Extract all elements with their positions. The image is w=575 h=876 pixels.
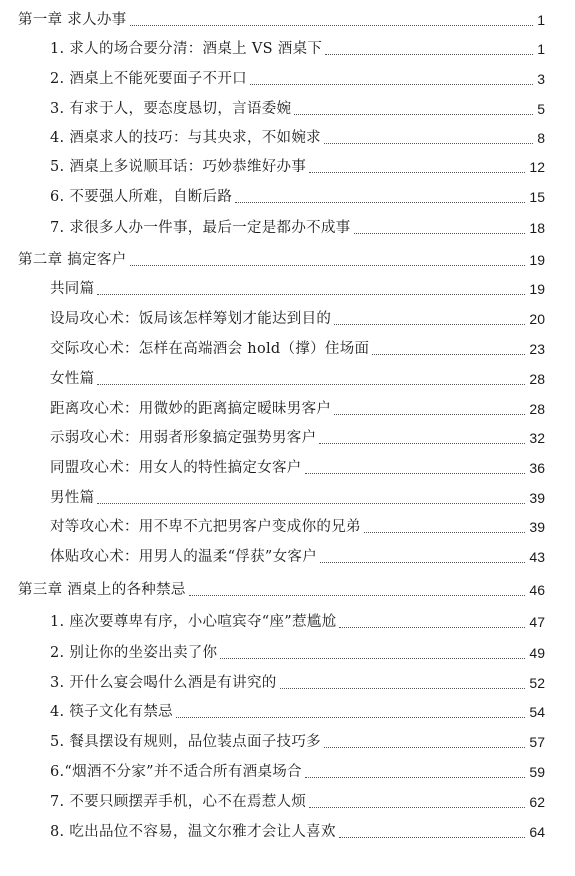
dot-leader	[354, 233, 526, 234]
toc-entry-title: 第一章 求人办事	[18, 12, 127, 28]
toc-entry[interactable]	[50, 62, 545, 88]
toc-entry[interactable]	[50, 605, 545, 631]
toc-entry-title: 4. 筷子文化有禁忌	[50, 704, 173, 720]
toc-entry[interactable]	[50, 150, 545, 176]
toc-entry[interactable]	[50, 755, 545, 781]
toc-entry-title: 1. 求人的场合要分清：酒桌上 VS 酒桌下	[50, 41, 323, 57]
toc-entry-title: 7. 求很多人办一件事，最后一定是都办不成事	[50, 220, 351, 236]
toc-entry[interactable]	[50, 451, 545, 477]
dot-leader	[280, 688, 526, 689]
toc-entry-title: 交际攻心术：怎样在高端酒会 hold（撑）住场面	[50, 341, 370, 357]
toc-entry[interactable]	[50, 695, 545, 721]
toc-entry-title: 7. 不要只顾摆弄手机，心不在焉惹人烦	[50, 794, 307, 810]
toc-entry[interactable]	[50, 302, 545, 328]
toc-entry[interactable]	[50, 725, 545, 751]
dot-leader	[325, 54, 533, 55]
toc-entry-page-number: 19	[529, 252, 545, 268]
toc-entry-page-number: 19	[529, 281, 545, 297]
toc-entry[interactable]	[50, 92, 545, 118]
dot-leader	[130, 25, 534, 26]
toc-entry-page-number: 1	[537, 12, 545, 28]
dot-leader	[250, 84, 533, 85]
dot-leader	[176, 717, 525, 718]
toc-entry-title: 2. 酒桌上不能死要面子不开口	[50, 71, 247, 87]
dot-leader	[97, 503, 525, 504]
dot-leader	[294, 114, 533, 115]
toc-entry[interactable]	[50, 211, 545, 237]
dot-leader	[309, 807, 525, 808]
dot-leader	[319, 443, 525, 444]
toc-entry-page-number: 3	[537, 71, 545, 87]
toc-entry-page-number: 62	[529, 794, 545, 810]
dot-leader	[97, 294, 525, 295]
toc-entry-page-number: 20	[529, 311, 545, 327]
toc-entry-page-number: 23	[529, 341, 545, 357]
toc-entry-title: 距离攻心术：用微妙的距离搞定暧昧男客户	[50, 401, 332, 417]
dot-leader	[364, 532, 526, 533]
toc-entry-title: 共同篇	[50, 281, 95, 297]
toc-entry-page-number: 43	[529, 549, 545, 565]
toc-entry-title: 第三章 酒桌上的各种禁忌	[18, 582, 186, 598]
toc-entry-title: 2. 别让你的坐姿出卖了你	[50, 645, 218, 661]
dot-leader	[130, 265, 526, 266]
toc-entry-title: 示弱攻心术：用弱者形象搞定强势男客户	[50, 430, 317, 446]
toc-entry-title: 4. 酒桌求人的技巧：与其央求，不如婉求	[50, 130, 321, 146]
dot-leader	[309, 172, 525, 173]
toc-entry[interactable]	[50, 815, 545, 841]
dot-leader	[305, 473, 526, 474]
toc-entry-title: 6. 不要强人所难，自断后路	[50, 189, 233, 205]
toc-entry-title: 同盟攻心术：用女人的特性搞定女客户	[50, 460, 302, 476]
dot-leader	[235, 202, 525, 203]
toc-entry-title: 6.“烟酒不分家”并不适合所有酒桌场合	[50, 764, 302, 780]
toc-chapter-entry[interactable]	[18, 3, 545, 29]
dot-leader	[372, 354, 525, 355]
toc-entry[interactable]	[50, 362, 545, 388]
toc-entry-page-number: 64	[529, 824, 545, 840]
toc-entry-page-number: 39	[529, 490, 545, 506]
dot-leader	[189, 595, 526, 596]
toc-entry-page-number: 5	[537, 101, 545, 117]
toc-entry-page-number: 52	[529, 675, 545, 691]
toc-entry-title: 3. 有求于人，要态度恳切，言语委婉	[50, 101, 292, 117]
toc-entry-page-number: 54	[529, 704, 545, 720]
toc-entry-title: 3. 开什么宴会喝什么酒是有讲究的	[50, 675, 277, 691]
toc-entry-title: 男性篇	[50, 490, 95, 506]
toc-chapter-entry[interactable]	[18, 573, 545, 599]
dot-leader	[334, 414, 525, 415]
dot-leader	[339, 627, 525, 628]
toc-entry-page-number: 59	[529, 764, 545, 780]
toc-entry-page-number: 57	[529, 734, 545, 750]
toc-entry-page-number: 12	[529, 159, 545, 175]
toc-entry-page-number: 46	[529, 582, 545, 598]
toc-entry[interactable]	[50, 392, 545, 418]
toc-entry[interactable]	[50, 332, 545, 358]
toc-entry-title: 第二章 搞定客户	[18, 252, 127, 268]
toc-entry[interactable]	[50, 785, 545, 811]
toc-entry-page-number: 1	[537, 41, 545, 57]
toc-entry-page-number: 36	[529, 460, 545, 476]
toc-entry-page-number: 28	[529, 401, 545, 417]
dot-leader	[320, 562, 525, 563]
dot-leader	[97, 384, 525, 385]
toc-entry-page-number: 49	[529, 645, 545, 661]
toc-entry[interactable]	[50, 121, 545, 147]
toc-entry-title: 设局攻心术：饭局该怎样筹划才能达到目的	[50, 311, 332, 327]
toc-entry-page-number: 32	[529, 430, 545, 446]
toc-entry[interactable]	[50, 540, 545, 566]
toc-entry-title: 1. 座次要尊卑有序，小心喧宾夺“座”惹尴尬	[50, 614, 337, 630]
dot-leader	[305, 777, 526, 778]
toc-entry-page-number: 8	[537, 130, 545, 146]
toc-entry-title: 5. 餐具摆设有规则，品位装点面子技巧多	[50, 734, 321, 750]
toc-entry-title: 对等攻心术：用不卑不亢把男客户变成你的兄弟	[50, 519, 361, 535]
toc-entry[interactable]	[50, 510, 545, 536]
toc-entry[interactable]	[50, 180, 545, 206]
toc-entry[interactable]	[50, 481, 545, 507]
toc-entry-title: 8. 吃出品位不容易，温文尔雅才会让人喜欢	[50, 824, 336, 840]
dot-leader	[324, 143, 533, 144]
toc-entry[interactable]	[50, 272, 545, 298]
toc-entry-title: 5. 酒桌上多说顺耳话：巧妙恭维好办事	[50, 159, 307, 175]
toc-chapter-entry[interactable]	[18, 243, 545, 269]
toc-entry-title: 女性篇	[50, 371, 95, 387]
toc-entry-title: 体贴攻心术：用男人的温柔“俘获”女客户	[50, 549, 318, 565]
toc-entry-page-number: 39	[529, 519, 545, 535]
toc-entry[interactable]	[50, 32, 545, 58]
toc-entry-page-number: 47	[529, 614, 545, 630]
dot-leader	[324, 747, 525, 748]
dot-leader	[220, 658, 525, 659]
toc-entry-page-number: 28	[529, 371, 545, 387]
toc-entry-page-number: 18	[529, 220, 545, 236]
dot-leader	[334, 324, 525, 325]
dot-leader	[339, 837, 526, 838]
toc-entry[interactable]	[50, 421, 545, 447]
toc-entry[interactable]	[50, 666, 545, 692]
toc-entry[interactable]	[50, 636, 545, 662]
toc-entry-page-number: 15	[529, 189, 545, 205]
